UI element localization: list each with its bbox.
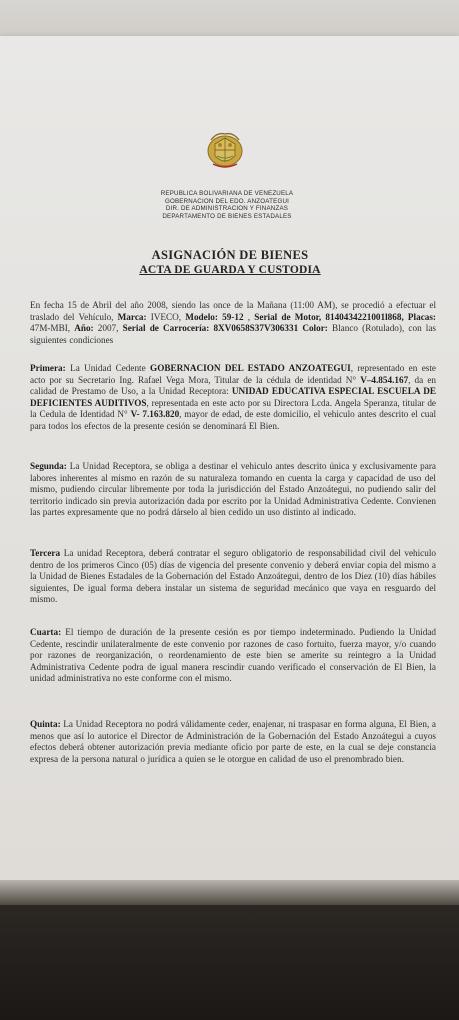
header-line: GOBERNACION DEL EDO. ANZOATEGUI — [164, 197, 290, 205]
dark-background — [0, 905, 459, 1020]
paragraph-primera: Primera: La Unidad Cedente GOBERNACION DEL ESTADO ANZOATEGUI, representado en este acto por su Secretario Ing. Rafael Vega Mora, Titular de la cédula de identidad N° V–4.854.167, da en calidad de Prestamo de Uso, a la Unidad Receptora: UNIDAD EDUCATIVA ESPECIAL ESCUELA DE DEFICIENTES AUDITIVOS, representada en este acto por su Directora Lcda. Angela Speranza, titular de la Cedula de Identidad N° V- 7.163.820, mayor de edad, de este domicilio, el vehiculo antes descrito el cual para todos los efectos de la presente cesión se denominará El Bien. — [30, 363, 436, 431]
header-line: REPUBLICA BOLIVARIANA DE VENEZUELA — [160, 190, 294, 197]
header-line: DEPARTAMENTO DE BIENES ESTADALES — [162, 212, 292, 220]
paragraph-quinta: Quinta: La Unidad Receptora no podrá válidamente ceder, enajenar, ni traspasar en forma alguna, El Bien, a menos que así lo autorice el Director de Administración de la Gobernación del Estado Anzoátegui a cuyos efectos deberá obtener autorización previa mediante oficio por parte de este, en la cual se deje constancia expresa de la persona natural o jurídica a quien se le otorgue en calidad de uso el prenombrado bien. — [30, 719, 436, 764]
clause-label: Segunda: — [30, 461, 67, 471]
paragraph-tercera: Tercera La unidad Receptora, deberá contratar el seguro obligatorio de responsabilidad civil del vehiculo dentro de los primeros Cinco (05) días de vigencia del presente convenio y deberá enviar copia del mismo a la Unidad de Bienes Estadales de la Gobernación del Estado Anzoátegui, dentro de los Diez (10) días hábiles siguientes, De igual forma debera instalar un sistema de seguridad mecánico que vaya en resguardo del mismo. — [30, 548, 436, 605]
clause-label: Tercera — [30, 548, 61, 558]
scanner-top-margin — [0, 0, 459, 40]
document-subtitle: ACTA DE GUARDA Y CUSTODIA — [139, 264, 321, 276]
clause-label: Cuarta: — [30, 627, 62, 637]
coat-of-arms-seal-icon — [203, 126, 247, 172]
paragraph-cuarta: Cuarta: El tiempo de duración de la presente cesión es por tiempo indeterminado. Pudiendo la Unidad Cedente, rescindir unilateralmente de este convenio por razones de caso fortuito, fuerza mayor, y/o cuando por razones de reorganización, o reordenamiento de este bien se amerite su reintegro a la Unidad Administrativa Cedente podra de igual manera rescindir cuando verificado el conservación de El Bien, la unidad administrativa no este conforme con el mismo. — [30, 627, 436, 684]
paragraph-vehicle-details: En fecha 15 de Abril del año 2008, siendo las once de la Mañana (11:00 AM), se procedió a efectuar el traslado del Vehículo, Marca: IVECO, Modelo: 59-12 , Serial de Motor, 8140434221001l868, Placas: 47M-MBI, Año: 2007, Serial de Carrocería: 8XV0658S37V306331 Color: Blanco (Rotulado), con las siguientes condiciones — [30, 300, 437, 345]
clause-label: Primera: — [30, 363, 66, 373]
header-line: DIR. DE ADMINISTRACION Y FINANZAS — [165, 205, 289, 213]
clause-label: Quinta: — [30, 719, 61, 729]
paragraph-segunda: Segunda: La Unidad Receptora, se obliga a destinar el vehiculo antes descrito única y exclusivamente para labores inherentes al mismo en razón de su naturaleza tomando en cuenta la carga y capacidad de uso del mismo, pudiendo circular libremente por toda la jurisdicción del Estado Anzoátegui, no pudiendo salir del territorio indicado sin previa autorización dada por escrito por la Unidad Administrativa Cedente. Convienen las partes expresamente que no podrá dárselo al bien cedido un uso distinto al indicado. — [30, 461, 436, 518]
institution-header — [120, 190, 334, 220]
document-title: ASIGNACIÓN DE BIENES — [151, 248, 309, 262]
